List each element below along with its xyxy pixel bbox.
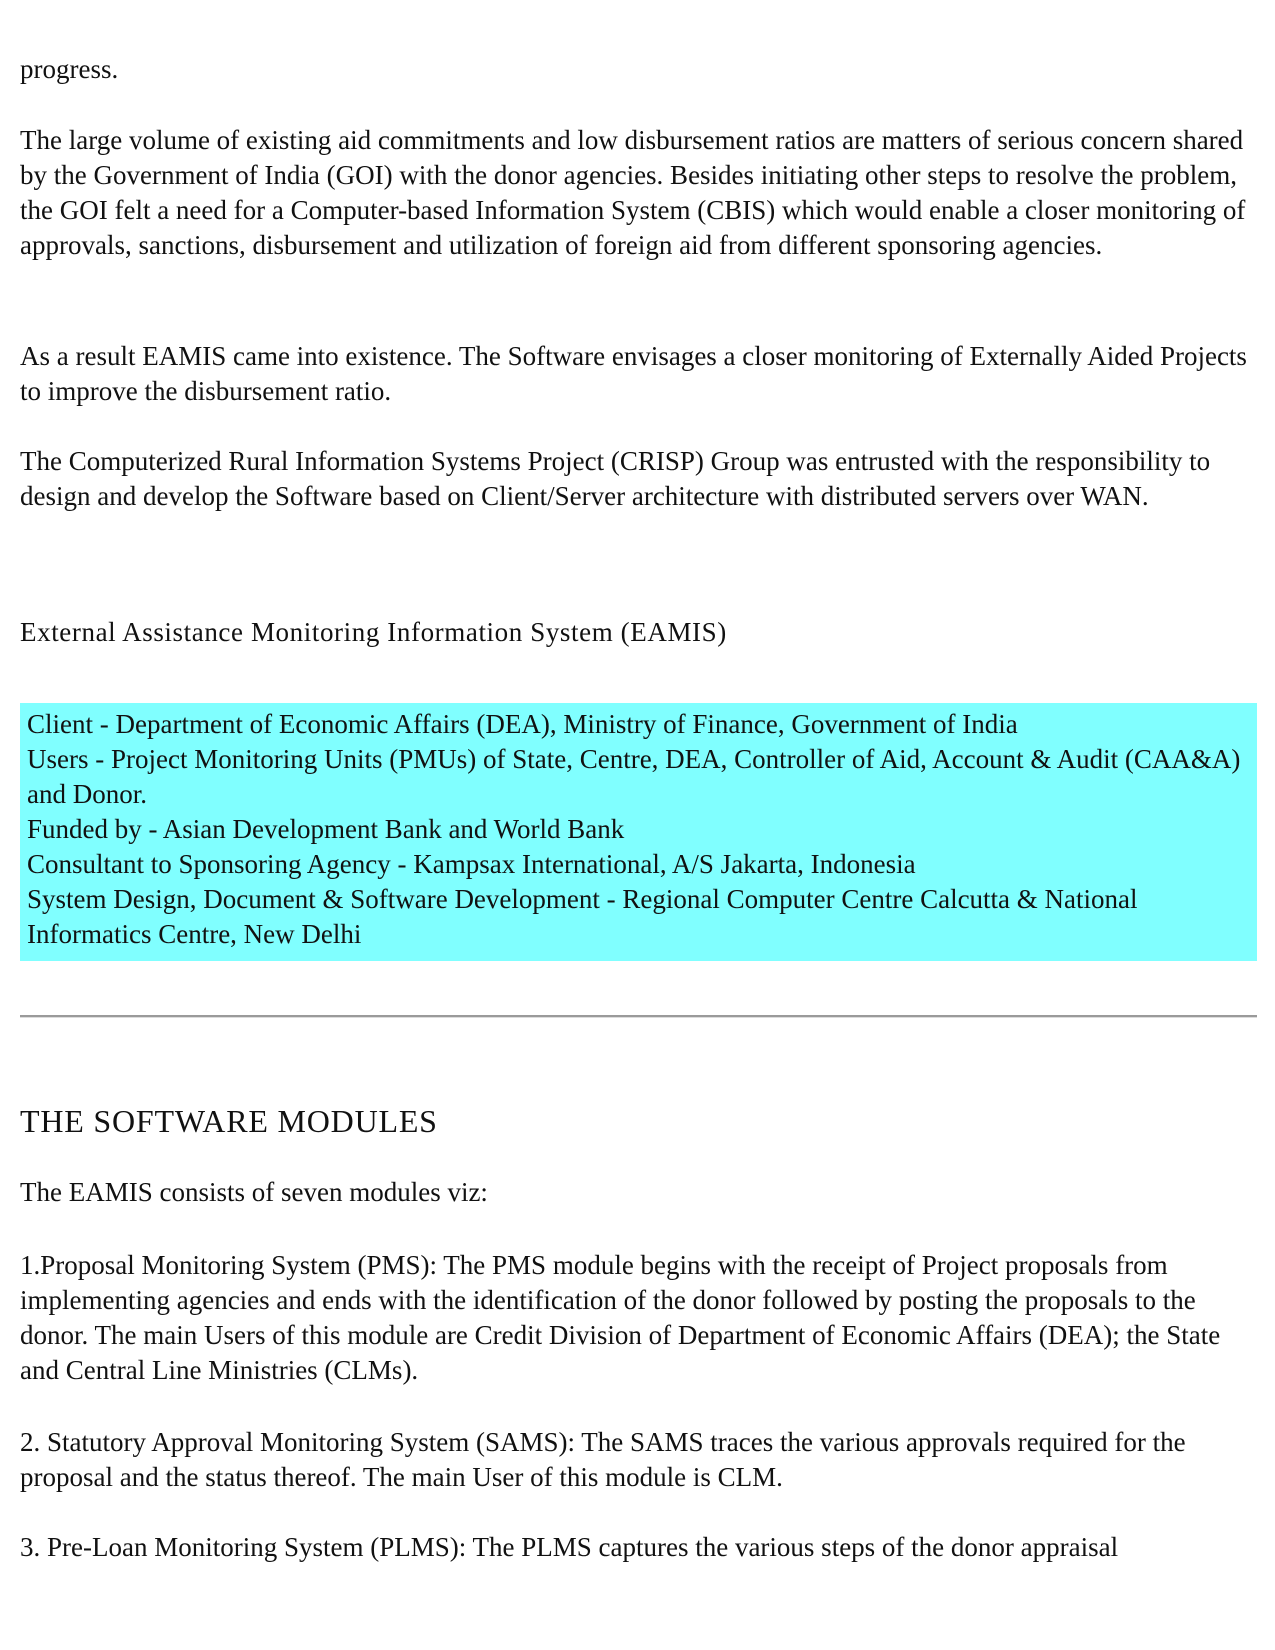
info-consultant: Consultant to Sponsoring Agency - Kampsax International, A/S Jakarta, Indonesia bbox=[27, 849, 916, 879]
paragraph-continuation: progress. bbox=[20, 54, 119, 84]
module-2-sams: 2. Statutory Approval Monitoring System (SAMS): The SAMS traces the various approvals required for the proposal and the status thereof. The main User of this module is CLM. bbox=[20, 1427, 1186, 1492]
paragraph-crisp-group: The Computerized Rural Information Systems Project (CRISP) Group was entrusted with the responsibility to design and develop the Software based on Client/Server architecture with distributed servers over WAN. bbox=[20, 446, 1211, 511]
info-users: Users - Project Monitoring Units (PMUs) of State, Centre, DEA, Controller of Aid, Account & Audit (CAA&A) and Donor. bbox=[27, 744, 1241, 809]
module-3-plms: 3. Pre-Loan Monitoring System (PLMS): The PLMS captures the various steps of the donor appraisal bbox=[20, 1532, 1119, 1562]
paragraph-eamis-existence: As a result EAMIS came into existence. The Software envisages a closer monitoring of Externally Aided Projects to improve the disbursement ratio. bbox=[20, 341, 1247, 406]
info-client: Client - Department of Economic Affairs (DEA), Ministry of Finance, Government of India bbox=[27, 709, 1018, 739]
paragraph-aid-commitments: The large volume of existing aid commitments and low disbursement ratios are matters of serious concern shared by the Government of India (GOI) with the donor agencies. Besides initiating other steps to resolve the problem, the GOI felt a need for a Computer-based Information System (CBIS) which would enable a closer monitoring of approvals, sanctions, disbursement and utilization of foreign aid from different sponsoring agencies. bbox=[20, 125, 1246, 260]
section-title-software-modules: THE SOFTWARE MODULES bbox=[20, 1103, 438, 1139]
system-title: External Assistance Monitoring Information System (EAMIS) bbox=[20, 617, 727, 647]
horizontal-divider bbox=[20, 1015, 1257, 1018]
info-system-design: System Design, Document & Software Development - Regional Computer Centre Calcutta & National Informatics Centre, New Delhi bbox=[27, 884, 1138, 949]
info-funded-by: Funded by - Asian Development Bank and World Bank bbox=[27, 814, 625, 844]
modules-intro: The EAMIS consists of seven modules viz: bbox=[20, 1177, 488, 1207]
project-info-box bbox=[20, 703, 1257, 961]
module-1-pms: 1.Proposal Monitoring System (PMS): The PMS module begins with the receipt of Project proposals from implementing agencies and ends with the identification of the donor followed by posting the proposals to the donor. The main Users of this module are Credit Division of Department of Economic Affairs (DEA); the State and Central Line Ministries (CLMs). bbox=[20, 1250, 1221, 1385]
